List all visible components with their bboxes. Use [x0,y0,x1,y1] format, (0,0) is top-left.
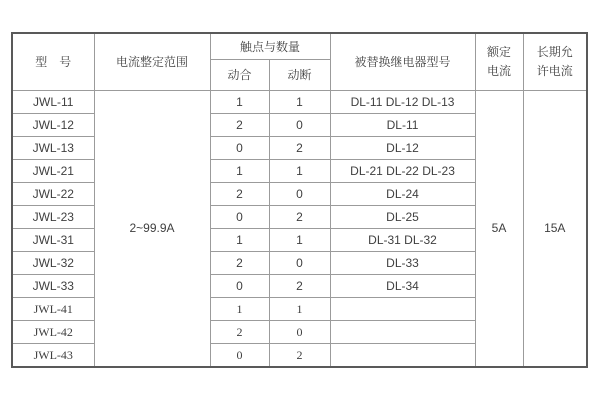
header-replaced-models: 被替换继电器型号 [330,33,475,90]
replaced-models-cell [330,344,475,367]
replaced-models-cell: DL-11 [330,113,475,136]
no-contacts-cell: 1 [210,90,269,113]
no-contacts-cell: 1 [210,298,269,321]
model-cell: JWL-42 [12,321,94,344]
nc-contacts-cell: 2 [269,136,330,159]
table-row [12,90,587,113]
no-contacts-cell: 0 [210,344,269,367]
model-cell: JWL-33 [12,275,94,298]
nc-contacts-cell: 2 [269,205,330,228]
no-contacts-cell: 2 [210,113,269,136]
no-contacts-cell: 2 [210,321,269,344]
relay-spec-table [11,32,588,368]
model-cell: JWL-21 [12,159,94,182]
nc-contacts-cell: 0 [269,321,330,344]
nc-contacts-cell: 1 [269,159,330,182]
nc-contacts-cell: 1 [269,228,330,251]
no-contacts-cell: 2 [210,252,269,275]
header-long-term-current [523,33,587,90]
replaced-models-cell: DL-24 [330,182,475,205]
no-contacts-cell: 1 [210,228,269,251]
replaced-models-cell: DL-21 DL-22 DL-23 [330,159,475,182]
model-cell: JWL-13 [12,136,94,159]
replaced-models-cell [330,298,475,321]
header-rated-current [475,33,523,90]
nc-contacts-cell: 1 [269,298,330,321]
replaced-models-cell: DL-31 DL-32 [330,228,475,251]
model-cell: JWL-31 [12,228,94,251]
current-range-cell: 2~99.9A [94,90,210,367]
header-rated-current-line1: 额定 [487,44,512,59]
header-long-term-line1: 长期允 [536,44,573,59]
long-term-current-cell: 15A [523,90,587,367]
header-rated-current-line2: 电流 [487,63,512,78]
header-current-range: 电流整定范围 [94,33,210,90]
replaced-models-cell: DL-33 [330,252,475,275]
header-contacts-group: 触点与数量 [210,33,330,59]
no-contacts-cell: 0 [210,136,269,159]
no-contacts-cell: 2 [210,182,269,205]
nc-contacts-cell: 2 [269,344,330,367]
replaced-models-cell: DL-11 DL-12 DL-13 [330,90,475,113]
rated-current-cell: 5A [475,90,523,367]
model-cell: JWL-32 [12,252,94,275]
nc-contacts-cell: 1 [269,90,330,113]
no-contacts-cell: 0 [210,205,269,228]
header-long-term-line2: 许电流 [536,63,573,78]
nc-contacts-cell: 0 [269,113,330,136]
nc-contacts-cell: 2 [269,275,330,298]
model-cell: JWL-11 [12,90,94,113]
replaced-models-cell: DL-25 [330,205,475,228]
model-cell: JWL-43 [12,344,94,367]
model-cell: JWL-23 [12,205,94,228]
header-contacts-no: 动合 [210,59,269,90]
model-cell: JWL-41 [12,298,94,321]
replaced-models-cell [330,321,475,344]
replaced-models-cell: DL-12 [330,136,475,159]
no-contacts-cell: 0 [210,275,269,298]
nc-contacts-cell: 0 [269,252,330,275]
header-contacts-nc: 动断 [269,59,330,90]
model-cell: JWL-22 [12,182,94,205]
model-cell: JWL-12 [12,113,94,136]
replaced-models-cell: DL-34 [330,275,475,298]
no-contacts-cell: 1 [210,159,269,182]
header-model: 型 号 [12,33,94,90]
nc-contacts-cell: 0 [269,182,330,205]
